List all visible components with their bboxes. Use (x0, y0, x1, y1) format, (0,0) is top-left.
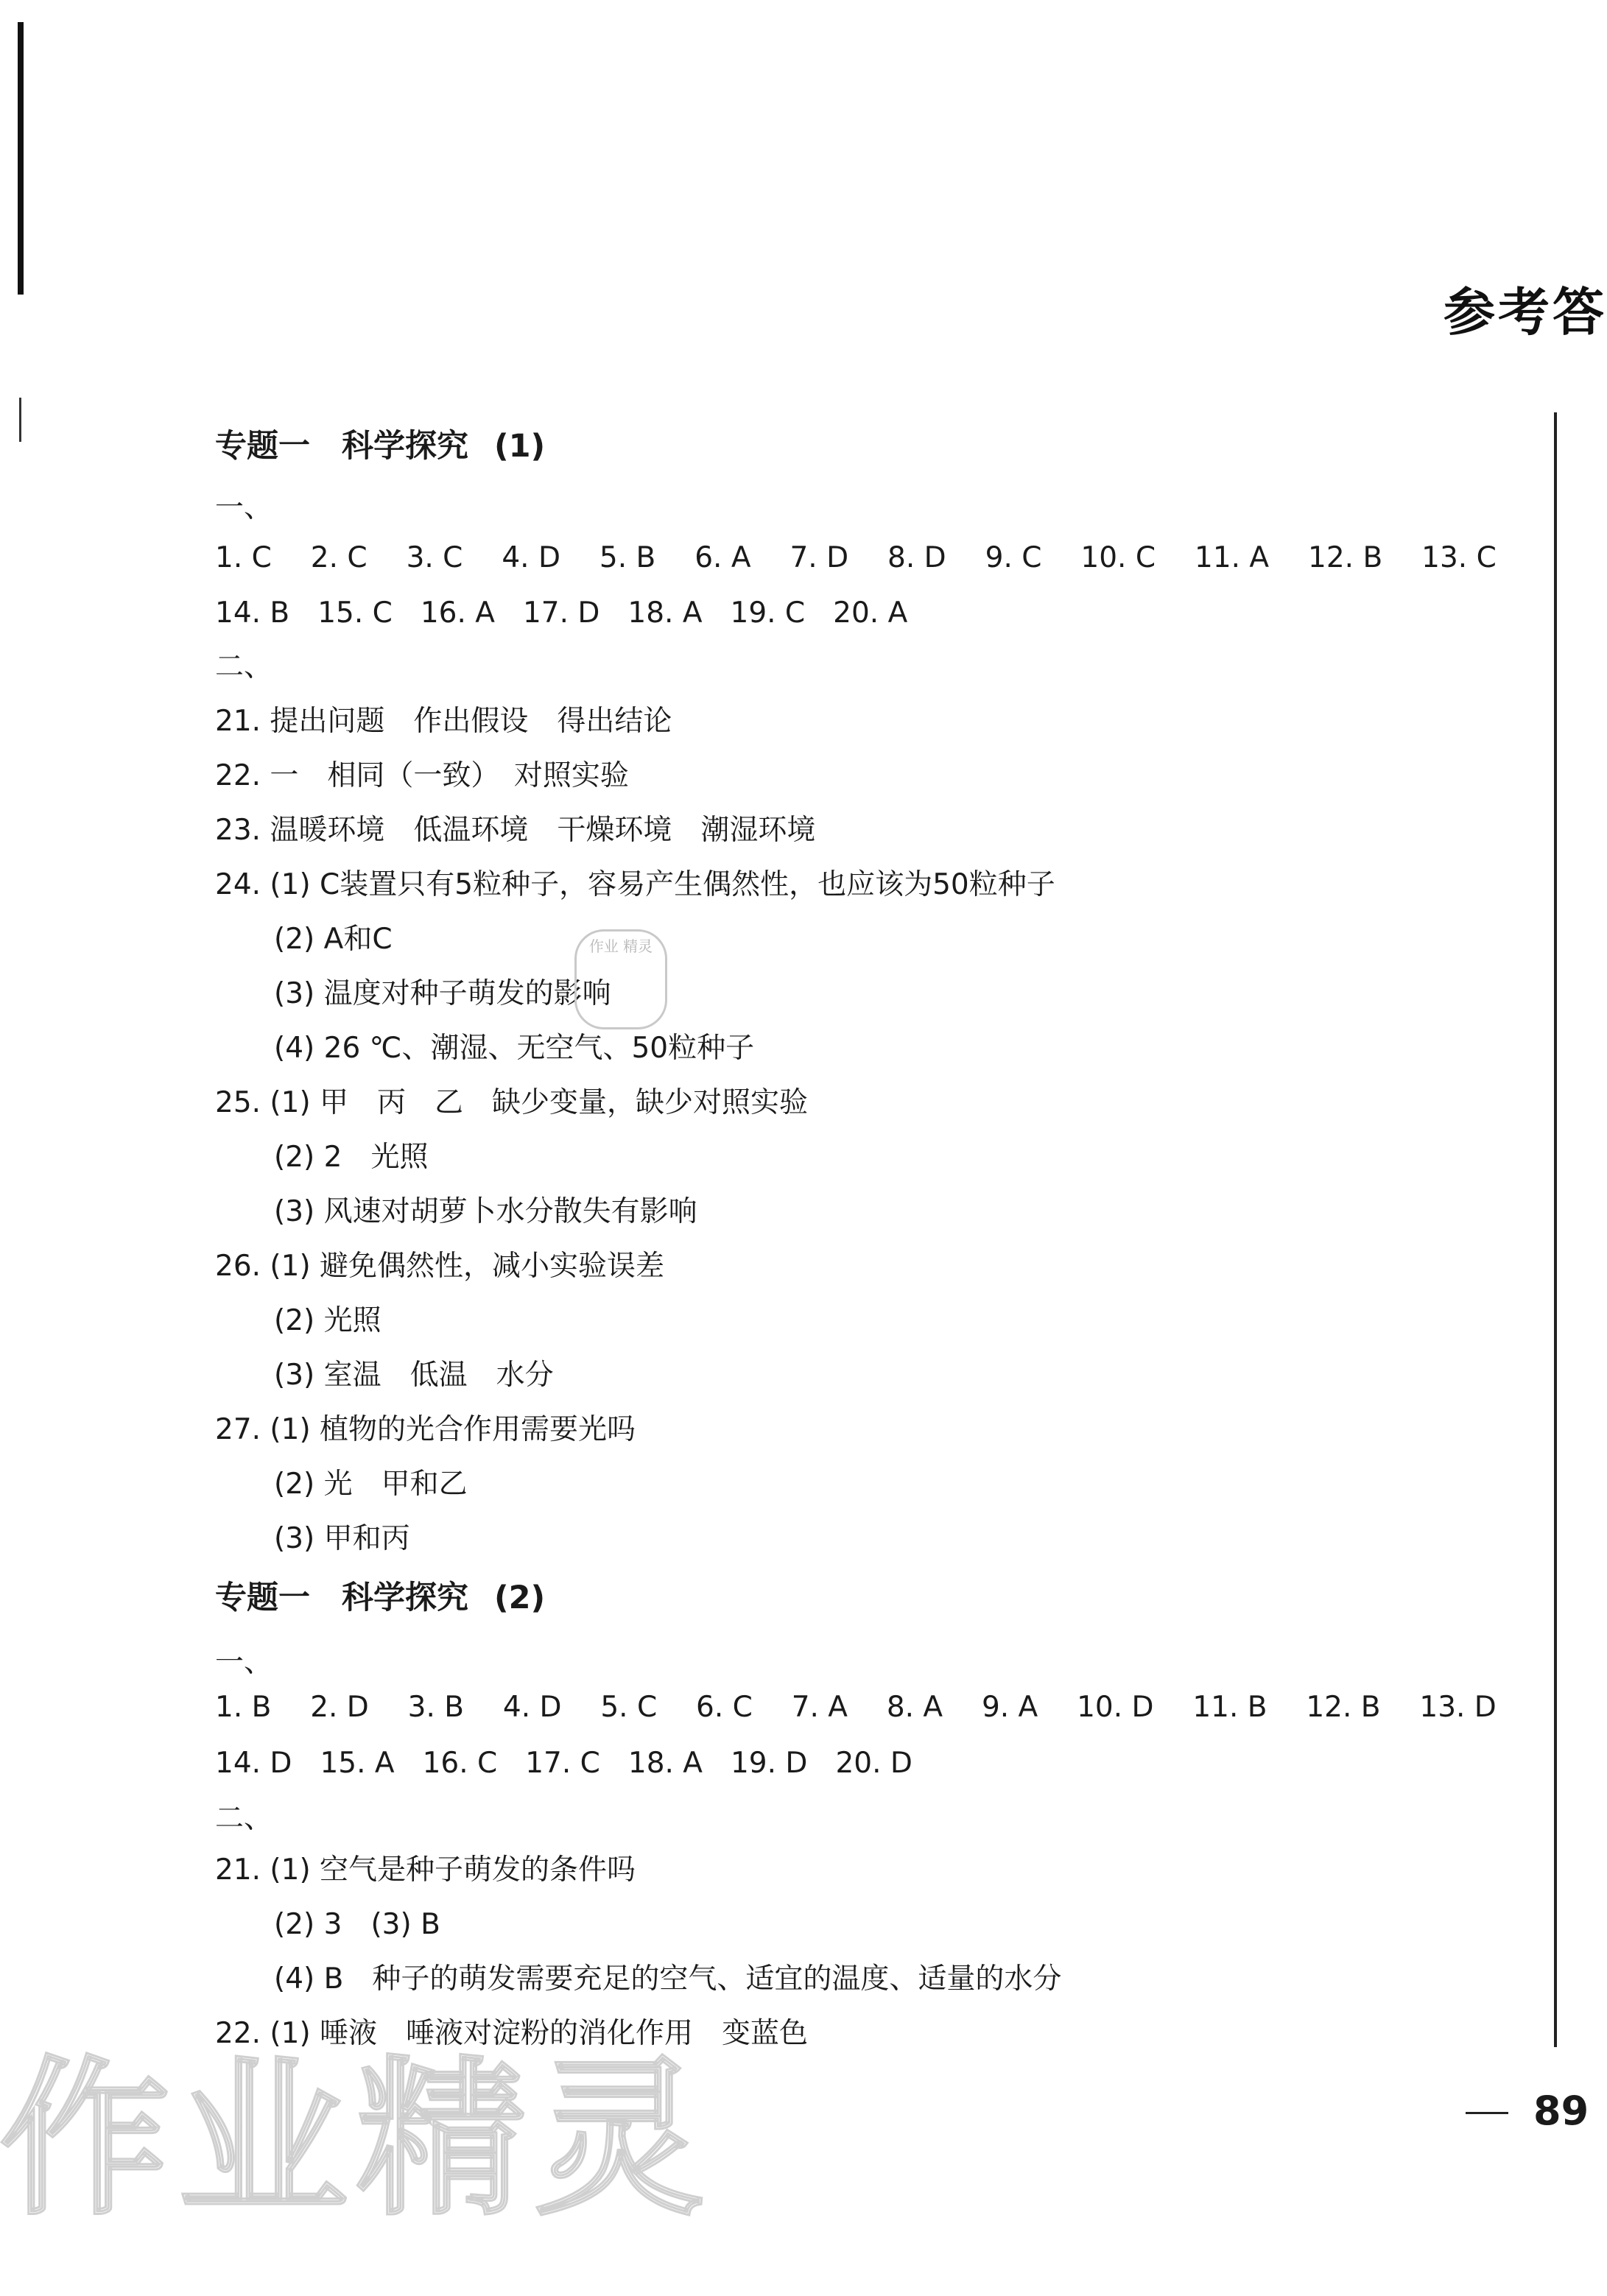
answer-line: 24. (1) C装置只有5粒种子，容易产生偶然性，也应该为50粒种子 (215, 868, 1055, 901)
mcq-answer: 3. B (407, 1691, 465, 1724)
answer-line: 26. (1) 避免偶然性，减小实验误差 (215, 1250, 665, 1283)
answer-line: 21. 提出问题 作出假设 得出结论 (215, 705, 672, 738)
section-title: 专题一 科学探究 (1) (215, 428, 546, 465)
mcq-answer: 5. B (599, 541, 656, 574)
answer-subline: (3) 温度对种子萌发的影响 (274, 977, 611, 1010)
part-label: 一、 (215, 491, 273, 524)
mcq-answer: 20. A (833, 596, 908, 630)
mcq-answer: 12. B (1308, 541, 1383, 574)
watermark-stamp: 作业 精灵 (574, 929, 667, 1029)
mcq-answer: 15. C (317, 596, 393, 630)
mcq-answer: 15. A (320, 1747, 395, 1780)
mcq-answer: 12. B (1306, 1691, 1381, 1724)
mcq-answer: 8. A (886, 1691, 943, 1724)
answer-subline: (4) 26 ℃、潮湿、无空气、50粒种子 (274, 1032, 755, 1065)
section-title: 专题一 科学探究 (2) (215, 1580, 546, 1616)
watermark-logo: 作业精灵 (0, 2042, 714, 2239)
mcq-answer: 6. C (696, 1691, 753, 1724)
mcq-answer: 1. B (215, 1691, 272, 1724)
part-label: 二、 (215, 1802, 273, 1835)
mcq-answer: 17. D (522, 596, 600, 630)
mcq-answer: 9. C (985, 541, 1042, 574)
answer-line: 25. (1) 甲 丙 乙 缺少变量，缺少对照实验 (215, 1086, 809, 1119)
mcq-answer-row (215, 596, 907, 630)
mcq-answer: 13. D (1419, 1691, 1497, 1724)
answer-subline: (3) 甲和丙 (274, 1522, 410, 1555)
mcq-answer: 11. B (1192, 1691, 1267, 1724)
answer-subline: (4) B 种子的萌发需要充足的空气、适宜的温度、适量的水分 (274, 1962, 1062, 1996)
mcq-answer: 19. C (730, 596, 806, 630)
mcq-answer: 8. D (887, 541, 946, 574)
answer-subline: (2) 2 光照 (274, 1141, 429, 1174)
mcq-answer-row (215, 1691, 1497, 1724)
answer-line: 22. 一 相同（一致） 对照实验 (215, 759, 629, 792)
mcq-answer: 1. C (215, 541, 272, 574)
mcq-answer: 18. A (627, 596, 703, 630)
answer-subline: (3) 风速对胡萝卜水分散失有影响 (274, 1195, 697, 1228)
mcq-answer: 10. D (1077, 1691, 1154, 1724)
mcq-answer: 16. A (420, 596, 495, 630)
mcq-answer: 16. C (422, 1747, 498, 1780)
binding-edge-mark (19, 398, 21, 442)
mcq-answer: 2. D (310, 1691, 369, 1724)
mcq-answer: 2. C (310, 541, 368, 574)
mcq-answer-row (215, 1747, 912, 1780)
answer-subline: (2) 光 甲和乙 (274, 1468, 468, 1501)
answer-line: 22. (1) 唾液 唾液对淀粉的消化作用 变蓝色 (215, 2017, 809, 2050)
mcq-answer: 20. D (835, 1747, 912, 1780)
answer-line: 23. 温暖环境 低温环境 干燥环境 潮湿环境 (215, 814, 816, 847)
mcq-answer: 17. C (525, 1747, 600, 1780)
mcq-answer: 4. D (502, 541, 560, 574)
answer-subline: (2) A和C (274, 923, 393, 956)
binding-edge (18, 22, 24, 295)
answer-subline: (3) 室温 低温 水分 (274, 1359, 554, 1392)
mcq-answer: 11. A (1195, 541, 1270, 574)
mcq-answer: 7. A (791, 1691, 848, 1724)
mcq-answer: 9. A (981, 1691, 1038, 1724)
part-label: 二、 (215, 650, 273, 683)
mcq-answer: 7. D (790, 541, 849, 574)
mcq-answer: 14. D (215, 1747, 292, 1780)
page-number-rule (1466, 2112, 1508, 2114)
mcq-answer: 19. D (730, 1747, 808, 1780)
mcq-answer-row (215, 541, 1497, 574)
mcq-answer: 4. D (502, 1691, 562, 1724)
answer-line: 27. (1) 植物的光合作用需要光吗 (215, 1413, 636, 1446)
mcq-answer: 18. A (627, 1747, 703, 1780)
mcq-answer: 13. C (1421, 541, 1497, 574)
mcq-answer: 3. C (406, 541, 463, 574)
right-margin-rule (1554, 412, 1557, 2047)
mcq-answer: 14. B (215, 596, 290, 630)
answer-line: 21. (1) 空气是种子萌发的条件吗 (215, 1853, 636, 1887)
page-number: 89 (1533, 2088, 1589, 2134)
part-label: 一、 (215, 1646, 273, 1679)
answer-subline: (2) 光照 (274, 1304, 381, 1337)
mcq-answer: 6. A (695, 541, 751, 574)
answer-subline: (2) 3 (3) B (274, 1908, 440, 1941)
page-header-title: 参考答 (1444, 282, 1607, 342)
mcq-answer: 5. C (600, 1691, 658, 1724)
mcq-answer: 10. C (1080, 541, 1156, 574)
